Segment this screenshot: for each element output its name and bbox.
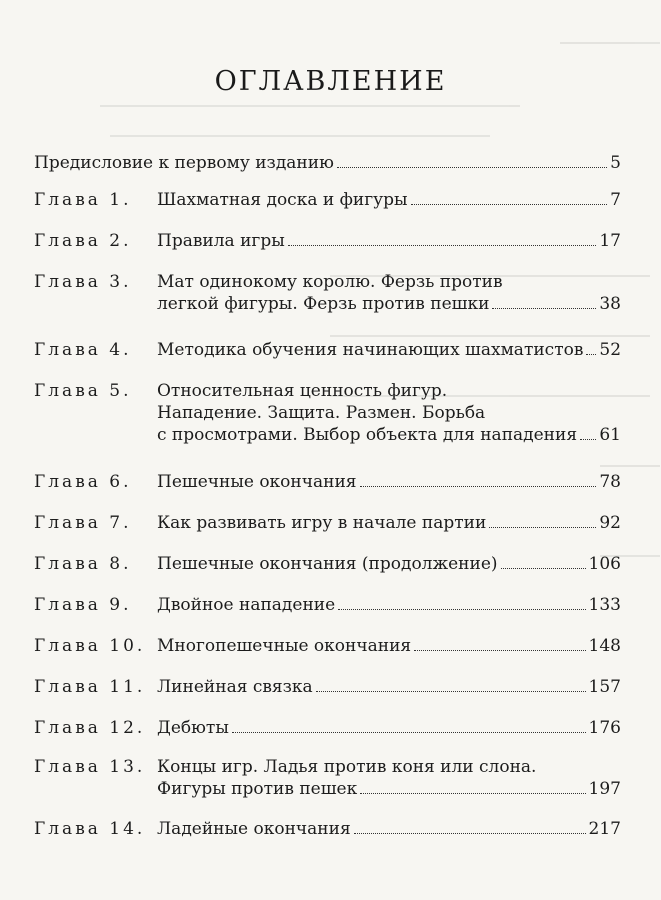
- dot-leader: [501, 568, 586, 569]
- chapter-title-text: с просмотрами. Выбор объекта для нападения: [157, 425, 578, 445]
- chapter-title-block: [157, 471, 621, 493]
- chapter-title-text: Пешечные окончания (продолжение): [157, 554, 498, 574]
- chapter-label: Глава 12.: [34, 718, 146, 738]
- chapter-title-line: [157, 230, 621, 252]
- chapter-title-line: [157, 271, 621, 293]
- toc-preface-entry: [34, 152, 621, 174]
- chapter-title-block: [157, 818, 621, 840]
- chapter-title-block: [157, 756, 621, 800]
- page-number: 17: [599, 231, 621, 251]
- page-number: 38: [599, 294, 621, 314]
- chapter-title-block: [157, 717, 621, 739]
- chapter-title-block: [157, 635, 621, 657]
- chapter-label: Глава 1.: [34, 190, 132, 210]
- chapter-title-line: [157, 594, 621, 616]
- dot-leader: [337, 167, 607, 168]
- page-number: 52: [599, 340, 622, 360]
- chapter-title-line: [157, 189, 621, 211]
- toc-chapter-entry: [34, 594, 621, 616]
- chapter-title-text: Ладейные окончания: [157, 819, 351, 839]
- chapter-title-line: [157, 424, 621, 446]
- chapter-label: Глава 3.: [34, 272, 132, 292]
- dot-leader: [316, 691, 586, 692]
- page-number: 92: [599, 513, 621, 533]
- chapter-label: Глава 14.: [34, 819, 146, 839]
- chapter-title-line: [157, 380, 621, 402]
- page-number: 157: [588, 677, 621, 697]
- chapter-label: Глава 13.: [34, 757, 146, 777]
- chapter-title-line: [157, 635, 621, 657]
- page-number: 7: [610, 190, 621, 210]
- page-number: 133: [588, 595, 621, 615]
- chapter-title-line: [157, 553, 621, 575]
- chapter-title-line: [157, 676, 621, 698]
- chapter-label: Глава 8.: [34, 554, 132, 574]
- toc-chapter-entry: [34, 380, 621, 446]
- dot-leader: [288, 245, 597, 246]
- dot-leader: [354, 833, 586, 834]
- dot-leader: [338, 609, 585, 610]
- toc-chapter-entry: [34, 189, 621, 211]
- dot-leader: [411, 204, 608, 205]
- preface-title: Предисловие к первому изданию: [34, 153, 334, 173]
- page-number: 61: [599, 425, 621, 445]
- page-number: 217: [588, 819, 621, 839]
- chapter-title-block: [157, 512, 621, 534]
- chapter-label: Глава 2.: [34, 231, 132, 251]
- chapter-label: Глава 9.: [34, 595, 132, 615]
- chapter-title-text: Методика обучения начинающих шахматистов: [157, 340, 584, 360]
- chapter-title-block: [157, 676, 621, 698]
- chapter-title-block: [157, 339, 621, 361]
- page-number: 5: [610, 153, 621, 173]
- toc-chapter-entry: [34, 676, 621, 698]
- chapter-title-text: Мат одинокому королю. Ферзь против: [157, 272, 503, 292]
- chapter-title-text: Двойное нападение: [157, 595, 336, 615]
- chapter-title-block: [157, 594, 621, 616]
- chapter-label: Глава 10.: [34, 636, 146, 656]
- page-number: 197: [588, 779, 621, 799]
- chapter-label: Глава 7.: [34, 513, 132, 533]
- chapter-title-text: Линейная связка: [157, 677, 313, 697]
- toc-chapter-entry: [34, 553, 621, 575]
- chapter-title-line: [157, 818, 621, 840]
- chapter-title-text: Относительная ценность фигур.: [157, 381, 448, 401]
- dot-leader: [414, 650, 585, 651]
- chapter-title-block: [157, 189, 621, 211]
- chapter-title-text: Нападение. Защита. Размен. Борьба: [157, 403, 486, 423]
- chapter-title-text: Многопешечные окончания: [157, 636, 412, 656]
- chapter-title-line: [157, 717, 621, 739]
- chapter-title-block: [157, 380, 621, 446]
- dot-leader: [232, 732, 586, 733]
- toc-chapter-entry: [34, 271, 621, 315]
- chapter-label: Глава 11.: [34, 677, 146, 697]
- chapter-title-line: [157, 512, 621, 534]
- dot-leader: [492, 308, 596, 309]
- page-number: 176: [588, 718, 621, 738]
- chapter-title-text: Правила игры: [157, 231, 285, 251]
- chapter-title-text: легкой фигуры. Ферзь против пешки: [157, 294, 490, 314]
- dot-leader: [360, 793, 585, 794]
- chapter-label: Глава 6.: [34, 472, 132, 492]
- chapter-title-text: Пешечные окончания: [157, 472, 357, 492]
- page-number: 106: [588, 554, 621, 574]
- chapter-title-line: [157, 471, 621, 493]
- toc-chapter-entry: [34, 717, 621, 739]
- dot-leader: [360, 486, 597, 487]
- toc-chapter-entry: [34, 818, 621, 840]
- page-number: 78: [599, 472, 621, 492]
- toc-chapter-entry: [34, 230, 621, 252]
- chapter-title-text: Концы игр. Ладья против коня или слона.: [157, 757, 537, 777]
- chapter-title-text: Фигуры против пешек: [157, 779, 358, 799]
- toc-chapter-entry: [34, 756, 621, 800]
- chapter-title-block: [157, 271, 621, 315]
- toc-chapter-entry: [34, 512, 621, 534]
- page-number: 148: [588, 636, 621, 656]
- chapter-title-line: [157, 756, 621, 778]
- dot-leader: [580, 439, 596, 440]
- chapter-title-block: [157, 553, 621, 575]
- dot-leader: [489, 527, 596, 528]
- toc-chapter-entry: [34, 339, 621, 361]
- chapter-label: Глава 5.: [34, 381, 132, 401]
- chapter-label: Глава 4.: [34, 340, 132, 360]
- chapter-title-block: [157, 230, 621, 252]
- chapter-title-line: [157, 402, 621, 424]
- chapter-title-line: [157, 293, 621, 315]
- dot-leader: [586, 354, 596, 355]
- chapter-title-line: [157, 778, 621, 800]
- chapter-title-text: Дебюты: [157, 718, 229, 738]
- chapter-title-line: [157, 339, 621, 361]
- toc-chapter-entry: [34, 635, 621, 657]
- chapter-title-text: Шахматная доска и фигуры: [157, 190, 408, 210]
- page-title: ОГЛАВЛЕНИЕ: [214, 66, 447, 97]
- chapter-title-text: Как развивать игру в начале партии: [157, 513, 487, 533]
- toc-chapter-entry: [34, 471, 621, 493]
